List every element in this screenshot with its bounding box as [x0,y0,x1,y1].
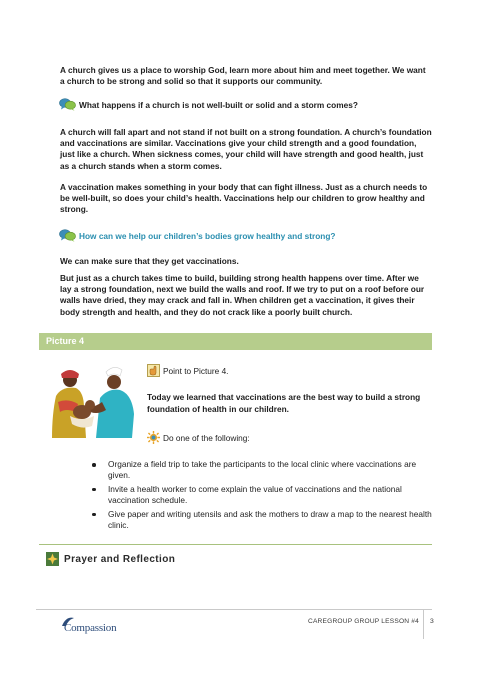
build-over-time-paragraph: But just as a church takes time to build, building strong health happens over time. After we lay a strong foundation, next we build the walls and roof. If we try to put on a roof before our walls have dried, they may crack and fall in. When children get a vaccination, it gives their body strength and health, and they do not crack like a poorly built church. [60,273,425,317]
section-divider [39,544,432,545]
discussion-question-2 [59,229,335,242]
prayer-section-heading [46,552,175,566]
question-1-text: What happens if a church is not well-built or solid and a storm comes? [79,99,358,110]
speech-bubbles-icon [59,229,76,242]
list-item: Organize a field trip to take the participants to the local clinic where vaccinations are given. [92,459,432,482]
lesson-summary: Today we learned that vaccinations are the best way to build a strong foundation of health in our children. [147,392,421,414]
footer-separator [423,609,424,639]
make-sure-paragraph: We can make sure that they get vaccinations. [60,256,239,266]
list-item: Give paper and writing utensils and ask the mothers to draw a map to the nearest health clinic. [92,509,432,532]
prayer-section-title: Prayer and Reflection [64,553,176,565]
footer-lesson-label: CAREGROUP GROUP LESSON #4 [308,618,420,625]
vaccination-paragraph: A vaccination makes something in your body that can fight illness. Just as a church needs to be well-built, so does your child’s health. Vaccinations help our children to grow healthy and strong. [60,182,428,215]
point-instruction-text: Point to Picture 4. [163,365,229,376]
compassion-logo-text: Compassion [64,622,117,634]
intro-paragraph: A church gives us a place to worship God, learn more about him and meet together. We want a church to be strong and solid so that it supports our community. [60,65,426,87]
pointing-hand-icon [147,364,160,377]
activity-intro-text: Do one of the following: [163,432,250,443]
activity-intro-row [147,431,250,444]
list-item: Invite a health worker to come explain the value of vaccinations and the national vaccination schedule. [92,484,432,507]
discussion-question-1 [59,98,358,111]
sun-gear-icon [147,431,160,444]
vaccination-photo [48,358,138,440]
question-2-text: How can we help our children’s bodies grow healthy and strong? [79,230,336,241]
point-instruction-row [147,364,229,377]
foundation-paragraph: A church will fall apart and not stand if not built on a strong foundation. A church’s foundation and vaccinations are similar. Vaccinations give your child strength and a good foundation, just like a church. When sickness comes, your child will have strength and good health, just as a church stands when a storm comes. [60,127,432,171]
prayer-star-icon [46,552,59,566]
picture-4-header-bar [39,333,432,350]
speech-bubbles-icon [59,98,76,111]
activity-list [92,459,432,533]
footer-divider [36,609,432,610]
picture-4-header: Picture 4 [46,336,85,346]
page-number: 3 [430,618,434,625]
